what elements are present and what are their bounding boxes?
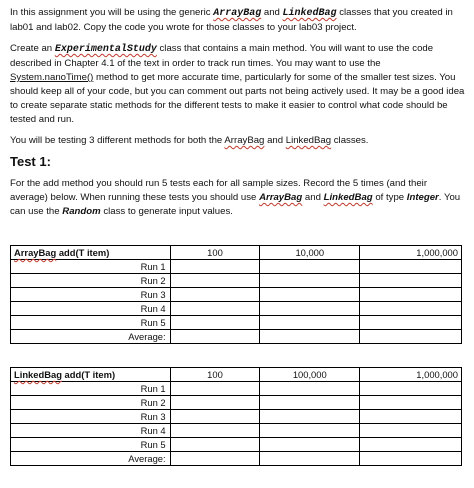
table-title: LinkedBag add(T item) <box>11 368 171 382</box>
row-label: Run 2 <box>11 274 171 288</box>
table-row <box>11 452 462 466</box>
row-label: Average: <box>11 452 171 466</box>
table-header-row <box>11 246 462 260</box>
table-row <box>11 424 462 438</box>
table-cell[interactable] <box>170 316 260 330</box>
column-header: 1,000,000 <box>360 246 462 260</box>
row-label: Run 3 <box>11 410 171 424</box>
document-body <box>10 6 466 226</box>
paragraph-experimental-study: Create an ExperimentalStudy class that contains a main method. You will want to use the code described in Chapter 4.1 of the text in order to track run times. You may want to use the System.nanoTime() method to get more accurate time, particularly for some of the smaller test sizes. You should keep all of your code, but you can comment out parts not being actively used. It may be a good idea to create separate static methods for the different tests to make it easier to control what code should be tested and run. <box>10 43 465 125</box>
row-label: Run 5 <box>11 316 171 330</box>
table-cell[interactable] <box>260 330 360 344</box>
table-cell[interactable] <box>360 260 462 274</box>
paragraph-intro: In this assignment you will be using the generic ArrayBag and LinkedBag classes that you created in lab01 and lab02. Copy the code you wrote for those classes to your lab03 project. <box>10 7 453 33</box>
table-row <box>11 330 462 344</box>
row-label: Run 1 <box>11 382 171 396</box>
row-label: Run 4 <box>11 302 171 316</box>
table-cell[interactable] <box>170 438 260 452</box>
column-header: 100 <box>170 246 260 260</box>
table-row <box>11 288 462 302</box>
code-nanotime: System.nanoTime() <box>10 72 94 83</box>
table-header-row <box>11 368 462 382</box>
table-cell[interactable] <box>360 438 462 452</box>
table-cell[interactable] <box>170 452 260 466</box>
table-cell[interactable] <box>170 302 260 316</box>
row-label: Run 5 <box>11 438 171 452</box>
paragraph-testing: You will be testing 3 different methods for both the ArrayBag and LinkedBag classes. <box>10 135 369 146</box>
table-cell[interactable] <box>260 288 360 302</box>
column-header: 10,000 <box>260 246 360 260</box>
table-cell[interactable] <box>260 274 360 288</box>
table-cell[interactable] <box>170 260 260 274</box>
table-cell[interactable] <box>260 316 360 330</box>
table-row <box>11 316 462 330</box>
column-header: 100 <box>170 368 260 382</box>
table-row <box>11 438 462 452</box>
table-row <box>11 302 462 316</box>
column-header: 100,000 <box>260 368 360 382</box>
code-arraybag: ArrayBag <box>213 8 262 19</box>
table-cell[interactable] <box>260 382 360 396</box>
table-cell[interactable] <box>360 330 462 344</box>
table-cell[interactable] <box>260 438 360 452</box>
table-title: ArrayBag add(T item) <box>11 246 171 260</box>
table-cell[interactable] <box>170 288 260 302</box>
row-label: Run 3 <box>11 288 171 302</box>
column-header: 1,000,000 <box>360 368 462 382</box>
table-cell[interactable] <box>360 396 462 410</box>
code-linkedbag: LinkedBag <box>282 8 337 19</box>
table-cell[interactable] <box>170 274 260 288</box>
table-row <box>11 396 462 410</box>
table-row <box>11 260 462 274</box>
table-cell[interactable] <box>170 330 260 344</box>
table-row <box>11 382 462 396</box>
table-cell[interactable] <box>260 396 360 410</box>
table-cell[interactable] <box>360 382 462 396</box>
arraybag-results-table <box>10 245 462 344</box>
table-cell[interactable] <box>170 424 260 438</box>
test-heading: Test 1: <box>10 154 51 169</box>
row-label: Run 1 <box>11 260 171 274</box>
table-cell[interactable] <box>360 316 462 330</box>
table-cell[interactable] <box>170 410 260 424</box>
table-cell[interactable] <box>260 260 360 274</box>
table-cell[interactable] <box>170 396 260 410</box>
table-cell[interactable] <box>260 302 360 316</box>
table-cell[interactable] <box>360 274 462 288</box>
linkedbag-results-table <box>10 367 462 466</box>
paragraph-add-method: For the add method you should run 5 tests each for all sample sizes. Record the 5 times (and their average) below. When running these tests you should use ArrayBag and LinkedBag of type Integer. You can use the Random class to generate input values. <box>10 178 461 217</box>
table-cell[interactable] <box>360 302 462 316</box>
table-cell[interactable] <box>360 424 462 438</box>
table-row <box>11 410 462 424</box>
code-experimentalstudy: ExperimentalStudy <box>54 44 157 55</box>
table-cell[interactable] <box>260 424 360 438</box>
table-cell[interactable] <box>360 288 462 302</box>
table-cell[interactable] <box>170 382 260 396</box>
table-row <box>11 274 462 288</box>
table-cell[interactable] <box>360 452 462 466</box>
table-cell[interactable] <box>260 452 360 466</box>
table-cell[interactable] <box>360 410 462 424</box>
row-label: Average: <box>11 330 171 344</box>
row-label: Run 4 <box>11 424 171 438</box>
row-label: Run 2 <box>11 396 171 410</box>
table-cell[interactable] <box>260 410 360 424</box>
